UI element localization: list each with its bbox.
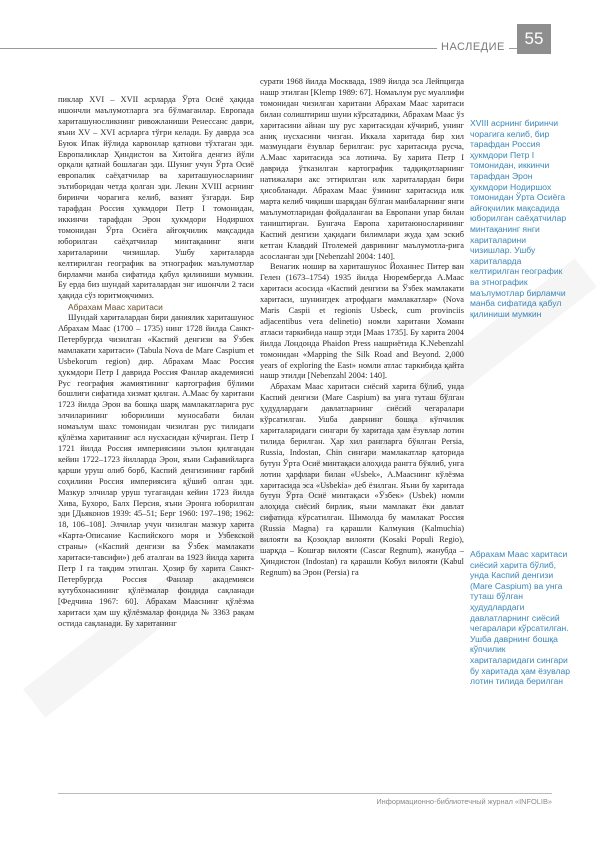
paragraph: сурати 1968 йилда Москвада, 1989 йилда эса Лейпцигда нашр этилган [Klemp 1989: 67]. Номаълум рус муаллифи томонидан чизилган харитани Абрахам Маас харитаси билан солиштириш шуни кўрсатадики, Абрахам Маас ўз харитасини айнан шу рус харитасидан кўчириб, унинг аниқ нусхасини чизган. Иккала харитада бир хил мазмундаги ёзувлар берилган: рус харитасида русча, А.Маас харитасида эса лотинча. Бу харита Петр I даврида ўтказилган картографик тадқиқотларнинг натижалари акс эттирилган илк хариталардан бири ҳисобланади. Абрахам Маас ўзининг харитасида илк марта келиб чиқиши шарқдан бўлган манбаларнинг янги маълумотларидан фойдаланган ва Европани упар билан таништирган. Бунгача Европа харитаюносларининг Каспий денгизи ҳақидаги билимлари жуда ҳам эскиб кетган Клавдий Птолемей даврининг маълумотла-рига асосланган эди [Nebenzahl 2004: 140]. [260,77,464,261]
page-number: 55 [517,24,551,54]
paragraph: пиклар XVI – XVII асрларда Ўрта Осиё ҳақида ишончли маълумотларга эга бўлмаганлар. Европада хариташуносликнинг ривожланиши Ренессанс даври, яъни XV – XVI асрларга тўғри келади. Бу даврда эса Буюк Ипак йўлида карвонлар қатнови тўхтаган эди. Европаликлар Ҳиндистон ва Хитойга денгиз йўли орқали қатнай бошлаган эди. Шуниг учун Ўрта Осиё европалик саёҳатчилар ва хариташуносларнинг эътиборидан четда қолган эди. Лекин XVIII асрнинг биринчи чорагига келиб, вазият ўзгарди. Бир тарафдан Россия ҳукмдори Петр I томонидан, иккинчи тарафдан Эрон ҳукмдори Нодиршох томонидан Ўрта Осиёга айғоқчилик мақсадида юборилган саёҳатчилар минтақанинг янги хариталарини чизишлар. Ушбу хариталарда келтирилган географик ва этнографик маълумотлар бирламчи манба сифатида қабул қилиниши мумкин. Бу ерда биз шундай хариталардан энг ишончли 2 таси ҳақида сўз юритмоқчимиз. [58,95,254,301]
left-column [58,95,254,629]
footer-rule [58,793,552,794]
paragraph: Венагик ношир ва хариташунос Йоханнес Питер ван Гелен (1673–1754) 1935 йилда Нюрембергда А.Маас харитаси асосида «Каспий денгизи ва Ўзбек мамлакати харитаси, шунингдек атрофдаги мамлакатлар» (Nova Maris Caspii et regionis Usbeck, cum provinciis adjacentibus vera delinetio) номли харитани Хоманн атласи таркибида нашр этди [Maas 1735]. Бу харита 2004 йилда Лондонда Phaidon Press нашриётида K.Nebenzahl томонидан «Mapping the Silk Road and Beyond. 2,000 years of exploring the East» номли атлас таркибида қайта нашр этилди [Nebenzahl 2004: 140]. [260,262,464,381]
paragraph: Абрахам Маас харитаси сиёсий харита бўлиб, унда Каспий денгизи (Mare Caspium) ва унга туташ бўлган ҳудудлардаги давлатларнинг сиёсий чегаралари кўрсатилган. Ушба даврнинг бошқа кўпчилик хариталаридаги сингари бу харитада ҳам ёзувлар лотин тилида берилган. Ҳар хил рангларга бўялган Persia, Russia, Indostan, Chin сингари мамлакатлар қаторида бутун Ўрта Осиё минтақаси алоҳида рангга бўялиб, унга лотин ҳарфлари билан «Usbek», А.Мааснинг кўлёзма харитасида эса «Usbekia» деб ёзилган. Яъни бу харитада бутун Ўрта Осиё минтақаси «Ўзбек» (Usbek) номли алоҳида сиёсий бирлик, яъни мамлакат ёки давлат сифатида кўрсатилган. Шимолда бу мамлакат Россия (Russia Magna) га қарашли Калмукия (Kalmuchia) вилояти ва Қозоқлар вилояти (Kosaki Populi Regio), шарқда – Кошғар вилояти (Cascar Regnum), жанубда – Ҳиндистон (Indostan) га қарашли Кобул вилояти (Kabul Regnum) ва Эрон (Persia) га [260,382,464,577]
sidebar-quote-1: XVIII асрнинг биринчи чорагига келиб, бир тарафдан Россия ҳукмдори Петр I томонидан, иккинчи тарафдан Эрон ҳукмдори Нодиршох томонидан Ўрта Осиёга айғоқчилик мақсадида юборилган саёҳатчилар минтақанинг янги хариталарини чизишлар. Ушбу хариталарда келтирилган географик ва этнографик маълумотлар бирламчи манба сифатида қабул қилиниши мумкин [470,118,567,319]
section-title: НАСЛЕДИЕ [437,41,509,53]
footer-journal-name: Информационно-библиотечный журнал «INFOLIB» [376,797,552,806]
subheading: Абрахам Маас харитаси [68,302,163,313]
paragraph: Шундай хариталардан бири даниялик хариташунос Абрахам Маас (1700 – 1735) нинг 1728 йилда Санкт-Петербургда чизилган «Каспий денгизи ва Ўзбек мамлакати харитаси» (Tabula Nova de Mare Caspium et Usbekorum region) дир. Абрахам Маас Россия ҳукмдори Петр I даврида Россия Фанлар академиясиi Рус география жамиятининг картография бўлими бошлиғи сифатида хизмат қилган. А.Маас бу харитани 1723 йилда Эрон ва бошқа шарқ мамлакатларига рус элчиларининг юборилиши муносабати билан номаълум шахс томонидан чизилган рус тилидаги қўлёзма хаританинг асл нусхасидан кўчирган. Петр I 1721 йилда Россия империясини эълон қилгандан кейин 1722–1723 йилларда Эрон, яъни Сафавийларга қарши уруш олиб борб, Каспий денгизининг ғарбий соҳилини Россия империясига қўшиб олган эди. Мазкур элчилар уруш тугагандан кейин 1723 йилда Хива, Бухоро, Балх Персия, яъни Эронга юборилган эди [Дьяконов 1939: 45–51; Берг 1960: 197–198; 1962: 18, 106–108]. Элчилар учун чизилган мазкур харита «Карта-Описание Каспийского моря и Узбекской страны» («Каспий денгизи ва Ўзбек мамлакати харитаси-тавсифи») деб аталган ва 1923 йилда харита Петр I га тақдим этилган. Ҳозир бу харита Санкт-Петербургда Россия Фанлар академияси кутубхонасининг қўлёзмалар фондида сақланади [Федчина 1967: 60]. Абрахам Мааснинг қўлёзма харитаси ҳам шу қўлёзмалар фондида № 3363 рақам остида сақланади. Бу хаританинг [58,313,254,628]
sidebar-quote-2: Абрахам Маас харитаси сиёсий харита бўлиб, унда Каспий денгизи (Mare Caspium) ва унга туташ бўлган ҳудудлардаги давлатларнинг сиёсий чегаралари кўрсатилган. Ушба даврнинг бошқа кўпчилик хариталаридаги сингари бу харитада ҳам ёзувлар лотин тилида берилган [470,549,571,687]
middle-column [260,77,464,579]
